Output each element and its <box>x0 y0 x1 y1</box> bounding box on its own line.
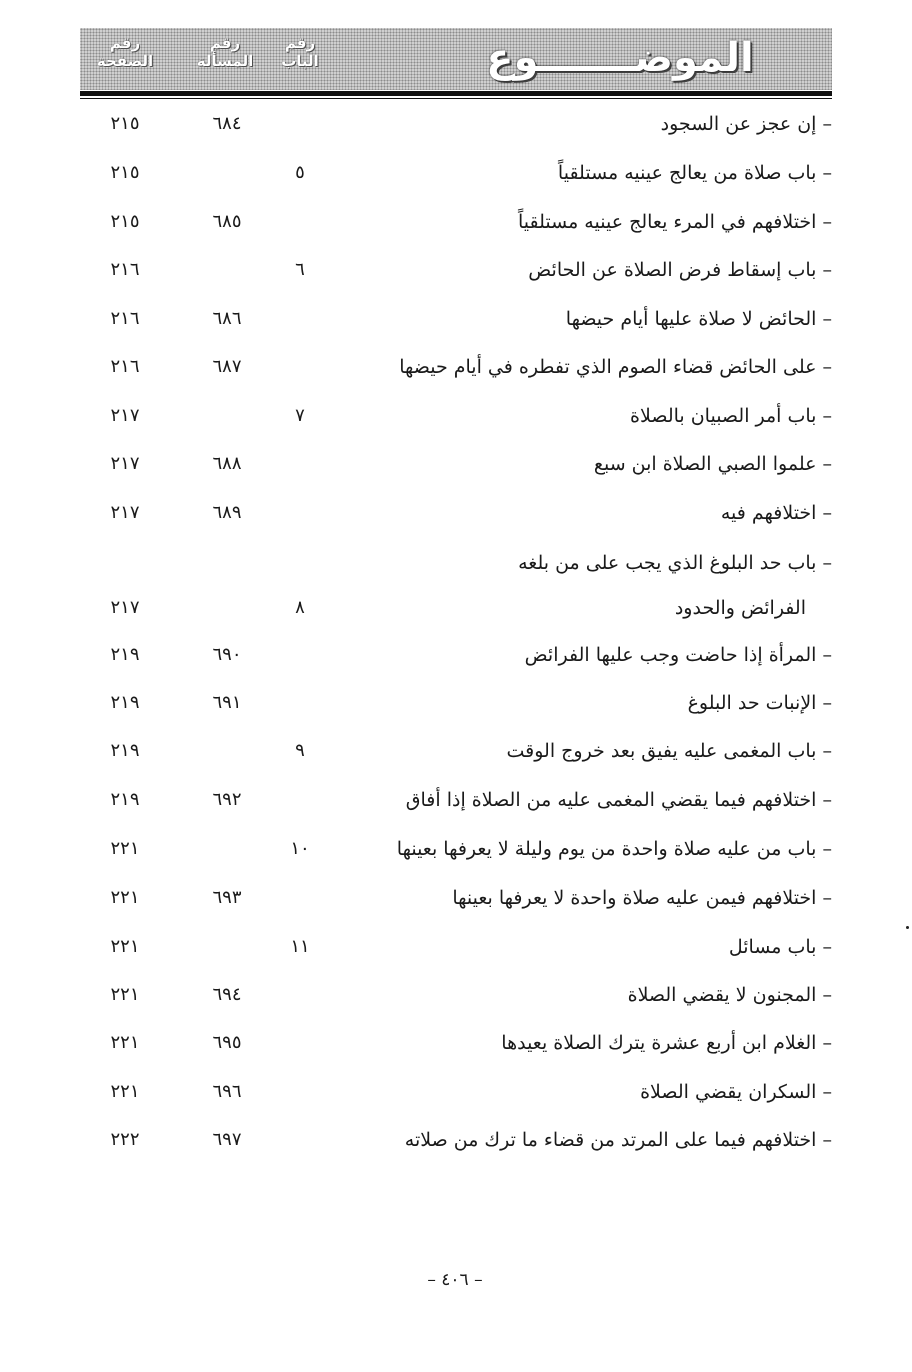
row-chapter-number <box>272 493 328 533</box>
row-issue-number <box>184 731 270 771</box>
row-chapter-number <box>272 878 328 918</box>
row-topic: – علموا الصبي الصلاة ابن سبع <box>593 453 832 475</box>
row-chapter-number: ٧ <box>295 405 305 426</box>
row-page-number: ٢٢١ <box>110 838 140 859</box>
row-topic: – باب مسائل <box>728 936 832 958</box>
row-page-number: ٢١٦ <box>110 259 140 280</box>
row-topic: – باب أمر الصبيان بالصلاة <box>630 405 832 427</box>
header-issue-number-line2: المسألة <box>196 52 254 70</box>
header-chapter-number-line2: الباب <box>281 52 319 70</box>
row-topic: – المجنون لا يقضي الصلاة <box>627 984 832 1006</box>
row-chapter-number <box>272 444 328 484</box>
row-topic: – المرأة إذا حاضت وجب عليها الفرائض <box>524 644 832 666</box>
index-row <box>80 635 832 675</box>
row-page-number: ٢١٦ <box>110 356 140 377</box>
row-page-number: ٢٢١ <box>110 887 140 908</box>
index-row <box>80 250 832 290</box>
row-issue-number: ٦٨٦ <box>212 308 242 329</box>
header-issue-number-line1: رقم <box>209 34 241 52</box>
row-chapter-number: ١٠ <box>290 838 310 859</box>
index-row <box>80 878 832 918</box>
row-page-number: ٢١٧ <box>110 453 140 474</box>
index-row <box>80 347 832 387</box>
row-issue-number: ٦٨٥ <box>212 211 242 232</box>
row-issue-number: ٦٨٧ <box>212 356 242 377</box>
row-chapter-number <box>272 202 328 242</box>
row-issue-number <box>184 396 270 436</box>
row-page-number: ٢١٧ <box>110 405 140 426</box>
row-topic: – اختلافهم فيمن عليه صلاة واحدة لا يعرفها بعينها <box>452 887 832 909</box>
page-number: – ٤٠٦ – <box>427 1270 483 1290</box>
row-issue-number: ٦٨٩ <box>212 502 242 523</box>
index-row <box>80 104 832 144</box>
row-issue-number <box>184 153 270 193</box>
row-chapter-number: ٦ <box>295 259 305 280</box>
index-row <box>80 299 832 339</box>
row-topic: – الحائض لا صلاة عليها أيام حيضها <box>565 308 832 330</box>
row-chapter-number <box>272 975 328 1015</box>
row-page-number: ٢١٩ <box>110 740 140 761</box>
header-chapter-number-line1: رقم <box>284 34 316 52</box>
row-page-number: ٢٢١ <box>110 1081 140 1102</box>
row-chapter-number: ١١ <box>290 936 310 957</box>
index-row <box>80 731 832 771</box>
row-issue-number: ٦٩٢ <box>212 789 242 810</box>
row-topic: – باب صلاة من يعالج عينيه مستلقياً <box>557 162 832 184</box>
row-page-number: ٢١٥ <box>110 211 140 232</box>
row-topic: – اختلافهم فيما يقضي المغمى عليه من الصلاة إذا أفاق <box>405 789 832 811</box>
row-chapter-number <box>272 347 328 387</box>
row-topic: – السكران يقضي الصلاة <box>640 1081 832 1103</box>
row-page-number: ٢٢٢ <box>110 1129 140 1150</box>
row-page-number: ٢١٩ <box>110 644 140 665</box>
row-chapter-number: ٨ <box>295 597 305 618</box>
row-topic: – الغلام ابن أربع عشرة يترك الصلاة يعيدها <box>501 1032 832 1054</box>
header-page-number-line1: رقم <box>109 34 141 52</box>
index-row <box>80 493 832 533</box>
row-chapter-number <box>272 1023 328 1063</box>
index-row <box>80 683 832 723</box>
row-page-number: ٢١٩ <box>110 789 140 810</box>
row-page-number: ٢١٥ <box>110 113 140 134</box>
row-chapter-number <box>272 543 328 583</box>
header-topic: الموضـــــــوع <box>486 35 754 81</box>
row-topic: – إن عجز عن السجود <box>660 113 832 135</box>
index-row <box>80 927 832 967</box>
row-page-number: ٢١٩ <box>110 692 140 713</box>
row-chapter-number <box>272 780 328 820</box>
row-issue-number: ٦٨٤ <box>212 113 242 134</box>
row-chapter-number <box>272 1120 328 1160</box>
row-issue-number: ٦٩٦ <box>212 1081 242 1102</box>
row-page-number: ٢١٥ <box>110 162 140 183</box>
row-page-number: ٢١٧ <box>110 502 140 523</box>
index-row-continuation <box>80 588 832 628</box>
row-issue-number <box>184 588 270 628</box>
row-topic: – باب حد البلوغ الذي يجب على من بلغه <box>518 552 832 574</box>
row-chapter-number <box>272 683 328 723</box>
row-issue-number: ٦٩١ <box>212 692 242 713</box>
index-row <box>80 1072 832 1112</box>
row-issue-number: ٦٩٣ <box>212 887 242 908</box>
row-topic: – باب من عليه صلاة واحدة من يوم وليلة لا يعرفها بعينها <box>396 838 832 860</box>
row-topic: الفرائض والحدود <box>674 597 806 619</box>
row-issue-number: ٦٩٥ <box>212 1032 242 1053</box>
row-chapter-number: ٩ <box>295 740 305 761</box>
index-row <box>80 1120 832 1160</box>
index-row <box>80 975 832 1015</box>
row-topic: – باب المغمى عليه يفيق بعد خروج الوقت <box>506 740 832 762</box>
row-chapter-number <box>272 299 328 339</box>
row-topic: – على الحائض قضاء الصوم الذي تفطره في أيام حيضها <box>399 356 832 378</box>
row-issue-number <box>184 829 270 869</box>
row-chapter-number <box>272 104 328 144</box>
row-issue-number: ٦٩٤ <box>212 984 242 1005</box>
row-chapter-number <box>272 1072 328 1112</box>
row-topic: – الإنبات حد البلوغ <box>687 692 832 714</box>
index-row <box>80 153 832 193</box>
index-row <box>80 829 832 869</box>
row-issue-number <box>184 927 270 967</box>
row-topic: – اختلافهم فيما على المرتد من قضاء ما ترك من صلاته <box>404 1129 832 1151</box>
index-row <box>80 396 832 436</box>
row-issue-number: ٦٩٧ <box>212 1129 242 1150</box>
row-topic: – باب إسقاط فرض الصلاة عن الحائض <box>528 259 832 281</box>
row-chapter-number <box>272 635 328 675</box>
row-page-number: ٢٢١ <box>110 936 140 957</box>
row-page-number: ٢١٧ <box>110 597 140 618</box>
row-issue-number <box>184 250 270 290</box>
header-page-number-line2: الصفحة <box>96 52 154 70</box>
index-row <box>80 202 832 242</box>
index-row <box>80 444 832 484</box>
index-row <box>80 780 832 820</box>
row-topic: – اختلافهم فيه <box>720 502 832 524</box>
row-page-number: ٢٢١ <box>110 984 140 1005</box>
row-issue-number: ٦٩٠ <box>212 644 242 665</box>
row-issue-number: ٦٨٨ <box>212 453 242 474</box>
row-page-number: ٢٢١ <box>110 1032 140 1053</box>
index-row <box>80 1023 832 1063</box>
index-row <box>80 543 832 583</box>
row-chapter-number: ٥ <box>295 162 305 183</box>
row-page-number <box>86 543 164 583</box>
row-topic: – اختلافهم في المرء يعالج عينيه مستلقياً <box>517 211 832 233</box>
row-page-number: ٢١٦ <box>110 308 140 329</box>
scan-speck <box>906 926 909 929</box>
row-issue-number <box>184 543 270 583</box>
